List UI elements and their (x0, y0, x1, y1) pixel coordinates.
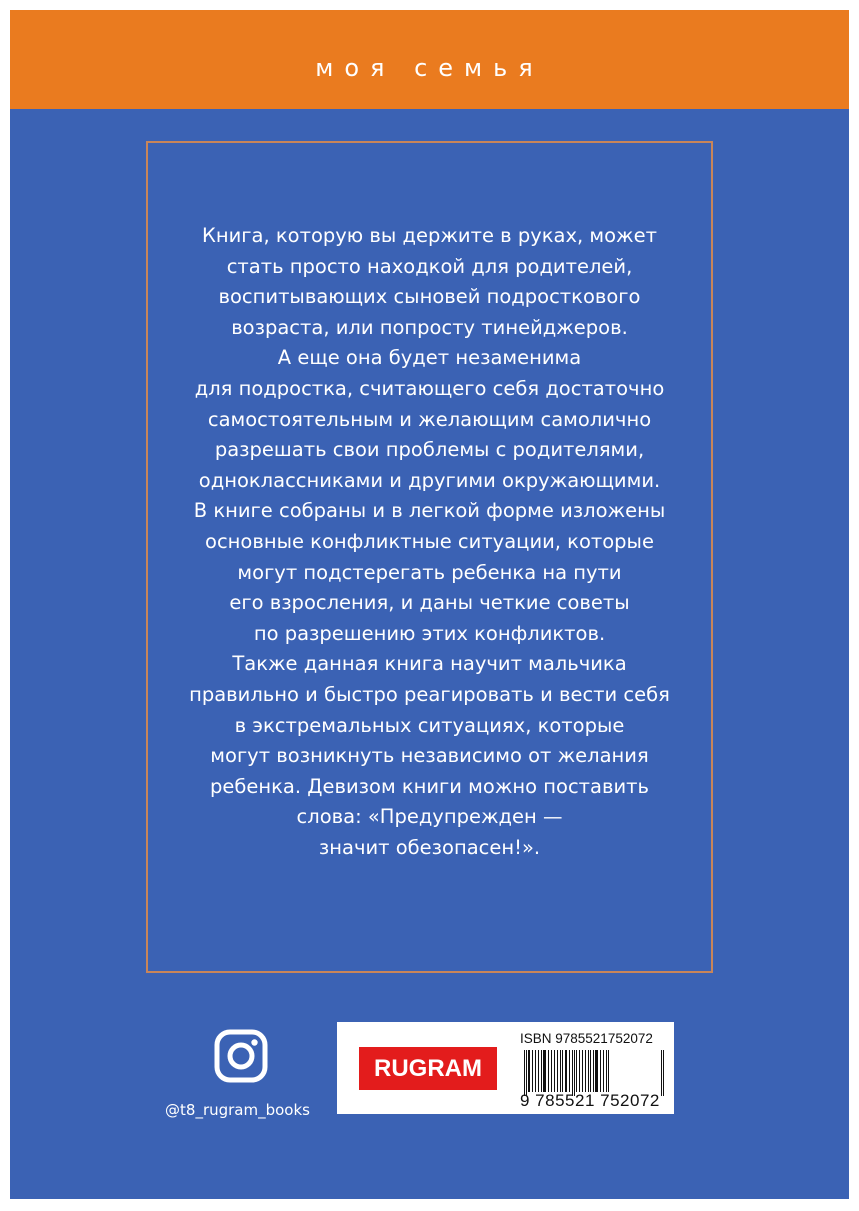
description-line: А еще она будет незаменима (277, 346, 582, 370)
description-line: могут возникнуть независимо от желания (210, 744, 649, 768)
barcode-bar (585, 1050, 586, 1092)
description-line: правильно и быстро реагировать и вести себя (189, 682, 670, 706)
book-back-cover (10, 10, 849, 1199)
barcode-bar (528, 1050, 530, 1092)
barcode-bar (603, 1050, 604, 1092)
description-frame (146, 141, 713, 973)
barcode-bar (557, 1050, 558, 1092)
barcode-bar (562, 1050, 563, 1092)
series-band (10, 10, 849, 109)
social-handle: @t8_rugram_books (165, 1101, 310, 1119)
description-line: воспитывающих сыновей подросткового (218, 285, 641, 309)
barcode-bar (535, 1050, 536, 1092)
isbn-label: ISBN 9785521752072 (520, 1031, 653, 1046)
barcode-bar (590, 1050, 591, 1092)
barcode-bar (593, 1050, 594, 1092)
publisher-logo: RUGRAM (359, 1047, 497, 1090)
description-line: возраста, или попросту тинейджеров. (231, 315, 628, 339)
description-line: основные конфликтные ситуации, которые (205, 529, 654, 553)
barcode-bar (554, 1050, 555, 1092)
barcode-bar (565, 1050, 567, 1092)
description-line: Также данная книга научит мальчика (232, 652, 627, 676)
barcode-bar (541, 1050, 542, 1092)
barcode-bar (572, 1050, 573, 1096)
description-line: ребенка. Девизом книги можно поставить (209, 774, 649, 798)
barcode-bar (576, 1050, 577, 1092)
description-line: значит обезопасен!». (318, 835, 541, 859)
description-line: стать просто находкой для родителей, (226, 254, 633, 278)
barcode-bars (523, 1050, 665, 1096)
description-line: слова: «Предупрежден — (296, 805, 563, 829)
barcode-bar (538, 1050, 539, 1092)
barcode-bar (532, 1050, 533, 1092)
barcode-bar (579, 1050, 580, 1092)
social-block (160, 1025, 310, 1119)
description-line: могут подстерегать ребенка на пути (237, 560, 622, 584)
description-text (148, 221, 711, 863)
barcode-bar (595, 1050, 598, 1092)
barcode-bar (526, 1050, 527, 1096)
barcode-bar (543, 1050, 546, 1092)
description-line: разрешать свои проблемы с родителями, (214, 438, 645, 462)
description-line: для подростка, считающего себя достаточно (194, 376, 665, 400)
description-line: Книга, которую вы держите в руках, может (202, 224, 657, 247)
barcode-bar (551, 1050, 552, 1092)
description-line: самостоятельным и желающим самолично (207, 407, 652, 431)
barcode-bar (600, 1050, 601, 1092)
series-title: моя семья (315, 54, 544, 82)
description-line: В книге собраны и в легкой форме изложены (193, 499, 666, 523)
barcode-bar (560, 1050, 561, 1092)
instagram-icon (214, 1029, 268, 1083)
description-line: одноклассниками и другими окружающими. (198, 468, 661, 492)
barcode-bar (574, 1050, 575, 1096)
barcode-bar (606, 1050, 607, 1092)
description-line: его взросления, и даны четкие советы (229, 591, 630, 615)
barcode-bar (582, 1050, 583, 1092)
description-line: в экстремальных ситуациях, которые (234, 713, 625, 737)
barcode-bar (588, 1050, 589, 1092)
barcode-panel (337, 1022, 674, 1114)
barcode-bar (663, 1050, 664, 1096)
barcode-bar (661, 1050, 662, 1096)
barcode-bar (569, 1050, 570, 1092)
barcode-bar (548, 1050, 549, 1092)
barcode-bar (608, 1050, 609, 1092)
description-line: по разрешению этих конфликтов. (253, 621, 606, 645)
barcode-digits: 9 785521 752072 (520, 1091, 660, 1110)
barcode-bar (524, 1050, 525, 1096)
